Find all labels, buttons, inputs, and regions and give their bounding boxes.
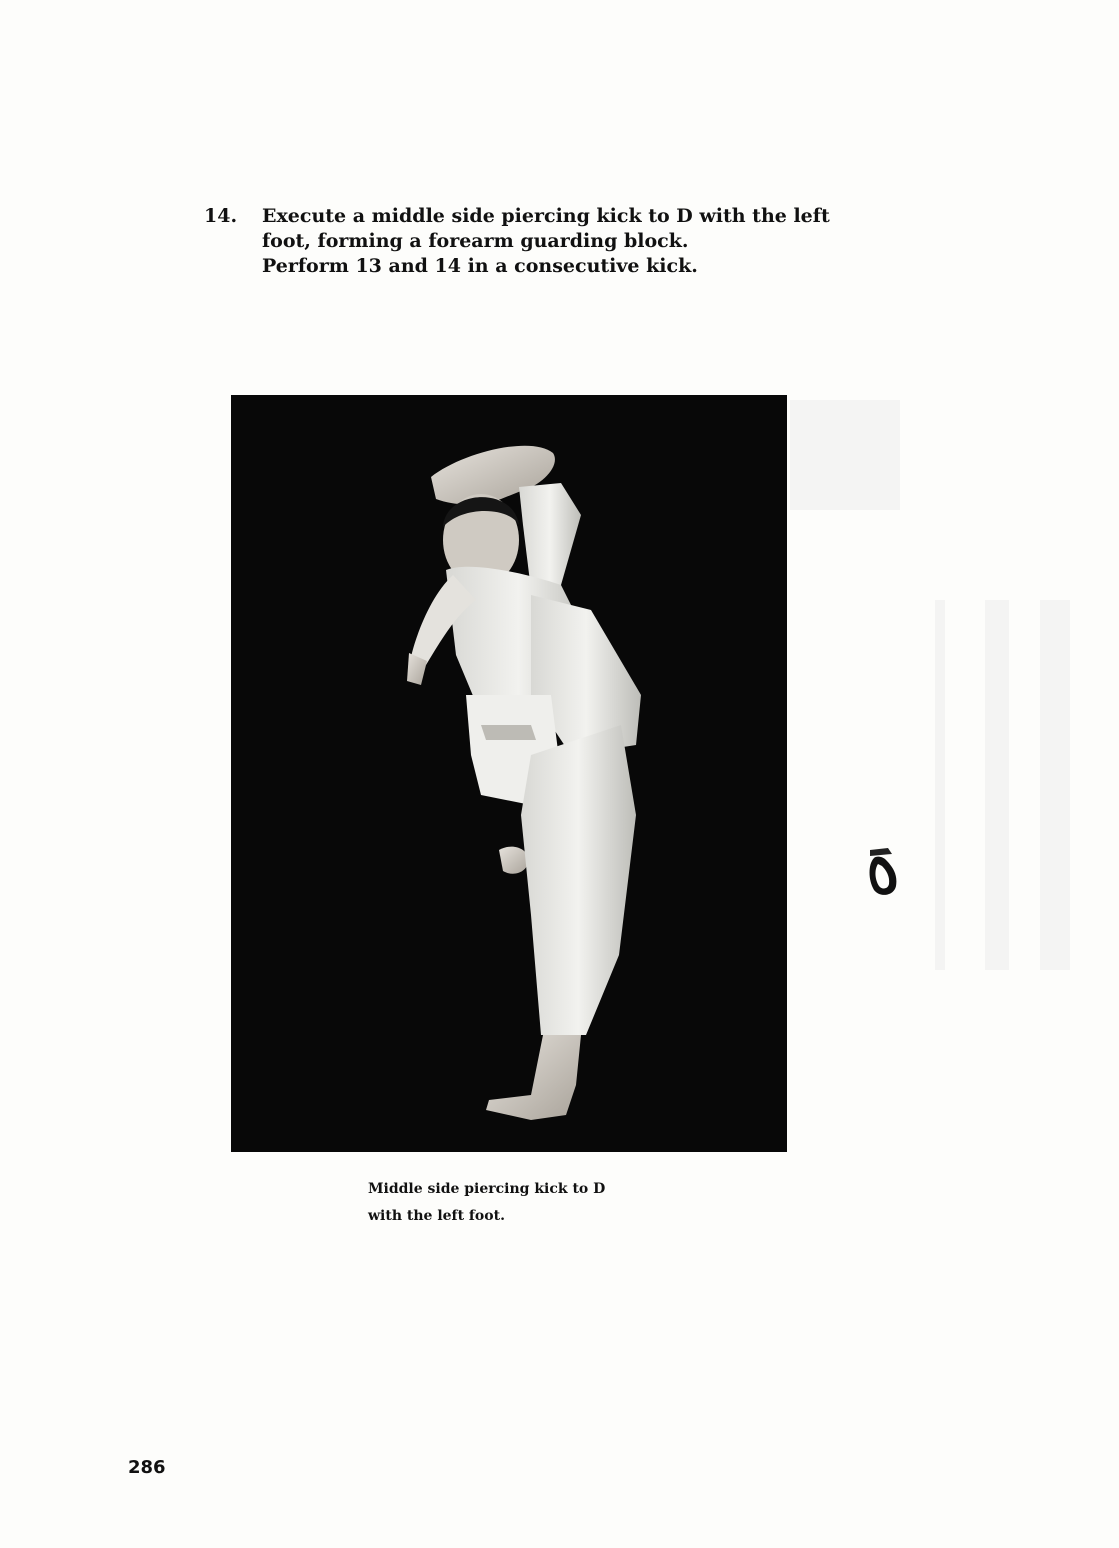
caption-line: with the left foot. bbox=[368, 1208, 505, 1224]
page-number: 286 bbox=[128, 1457, 166, 1478]
step-number: 14. bbox=[204, 205, 238, 227]
photo-caption bbox=[368, 1176, 728, 1230]
bleed-through-block bbox=[790, 400, 900, 510]
step-line: Perform 13 and 14 in a consecutive kick. bbox=[262, 255, 698, 277]
step-text bbox=[262, 204, 924, 279]
step-line: foot, forming a forearm guarding block. bbox=[262, 230, 689, 252]
kick-photo bbox=[231, 395, 787, 1152]
step-line: Execute a middle side piercing kick to D with the left bbox=[262, 205, 830, 227]
bleed-through-block bbox=[935, 600, 945, 970]
bleed-through-block bbox=[1040, 600, 1070, 970]
bleed-through-block bbox=[985, 600, 1009, 970]
caption-line: Middle side piercing kick to D bbox=[368, 1181, 606, 1197]
kick-figure-illustration bbox=[231, 395, 787, 1152]
step-instruction bbox=[204, 204, 924, 279]
left-foot-icon bbox=[864, 842, 900, 898]
